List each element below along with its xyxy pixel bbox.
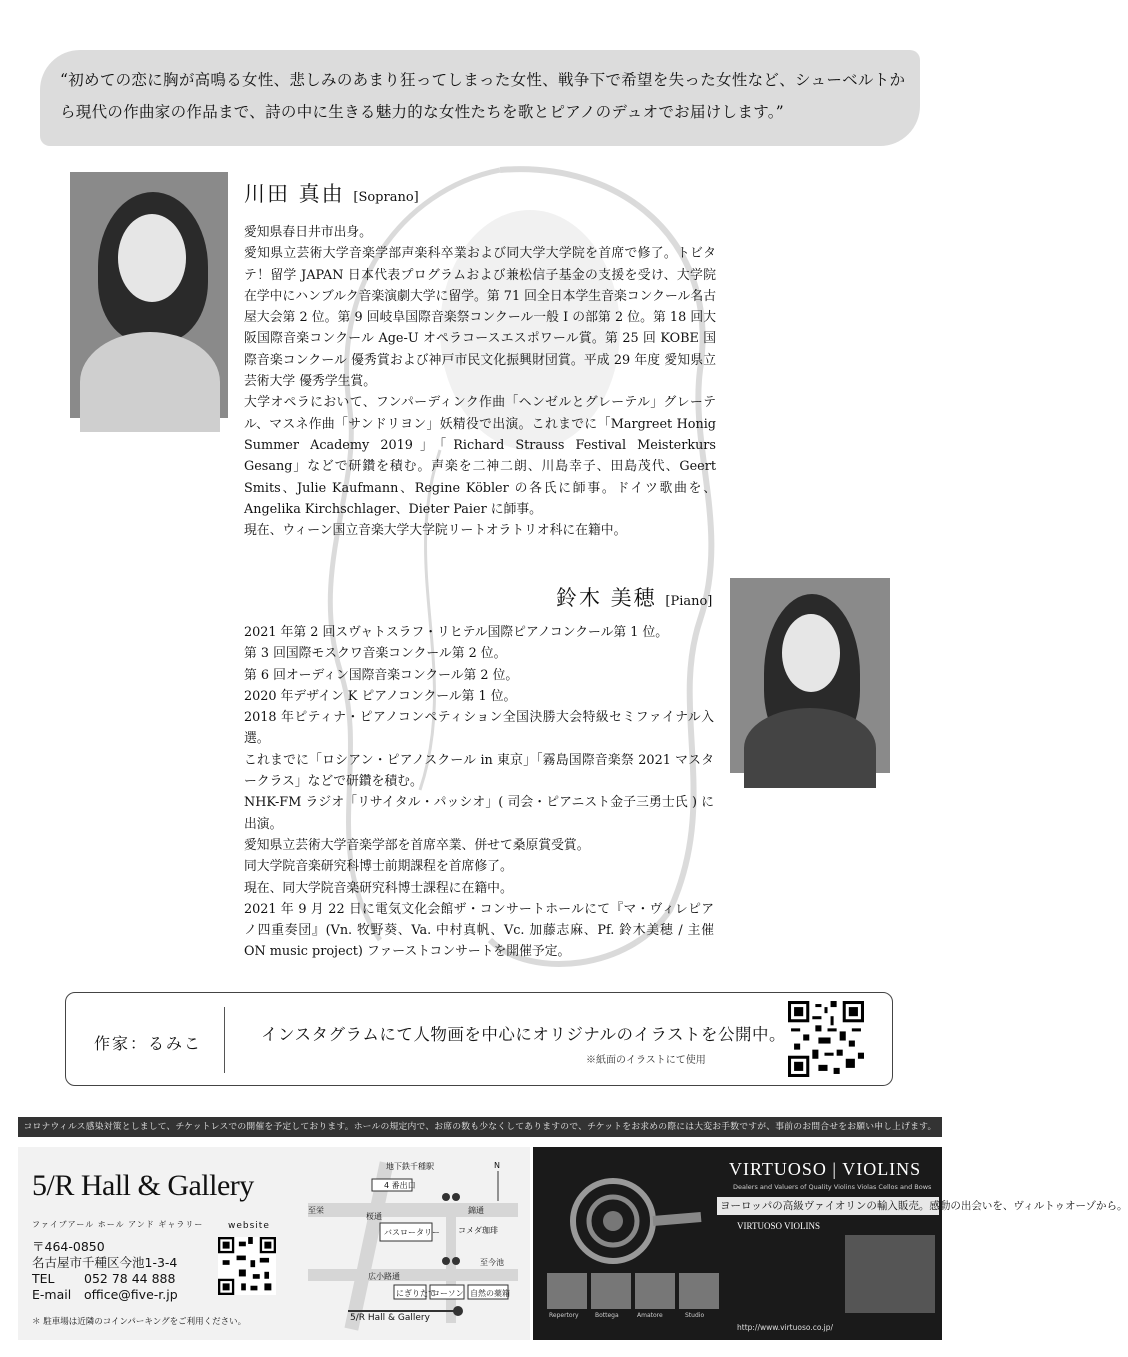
email-label: E-mail	[32, 1287, 72, 1302]
artist-name: 作家：るみこ	[94, 1034, 203, 1053]
instagram-qr-code[interactable]	[788, 1001, 864, 1077]
map-hirokoji: 広小路通	[368, 1272, 400, 1281]
map-sakae: 至栄	[308, 1206, 324, 1215]
map-nishiki: 錦通	[468, 1206, 484, 1215]
pianist-bio-line: 現在、同大学院音楽研究科博士課程に在籍中。	[244, 880, 513, 896]
map-sakuradori: 桜通	[366, 1212, 382, 1221]
map-station: 地下鉄千種駅	[386, 1162, 434, 1171]
pianist-name: 鈴木 美穂	[556, 586, 657, 610]
ad-photo	[679, 1273, 719, 1309]
venue-panel	[18, 1147, 530, 1340]
pianist-bio-line: 2021 年第 2 回スヴャトスラフ・リヒテル国際ピアノコンクール第 1 位。	[244, 625, 669, 640]
artist-note: ※紙面のイラストにて使用	[586, 1055, 706, 1066]
soprano-bio-line: 大学オペラにおいて、フンパーディンク作曲「ヘンゼルとグレーテル」グレーテル、マスネ作曲「サンドリヨン」妖精役で出演。これまでに「Margreet Honig Summer Academy 2019」「Richard Strauss Festival Meisterkurs Gesang」などで研鑽を積む。声楽を二神二朗、川島幸子、田島茂代、Geert Smits、Julie Kaufmann、Regine Köbler の各氏に師事。ドイツ歌曲を、Angelika Kirchschlager、Dieter Paier に師事。	[244, 395, 716, 517]
ad-caption: Amatore	[637, 1312, 663, 1319]
map-lawson: ローソン	[432, 1289, 464, 1298]
soprano-bio-line: 現在、ウィーン国立音楽大学大学院リートオラトリオ科に在籍中。	[244, 523, 627, 539]
venue-email-row	[32, 1287, 178, 1303]
pianist-bio	[244, 622, 714, 963]
pianist-bio-line: 2020 年デザイン K ピアノコンクール第 1 位。	[244, 688, 517, 704]
pianist-bio-line: 第 3 回国際モスクワ音楽コンクール第 2 位。	[244, 646, 507, 662]
venue-contact	[32, 1239, 178, 1303]
pianist-bio-line: これまでに「ロシアン・ピアノスクール in 東京」「霧島国際音楽祭 2021 マスタークラス」などで研鑽を積む。	[244, 752, 714, 790]
covid-notice: コロナウィルス感染対策としまして、チケットレスでの開催を予定しております。ホールの規定内で、お席の数も少なくしてありますので、チケットをお求めの際には大変お手数ですが、事前のお問合せをお願い申し上げます。	[18, 1117, 942, 1137]
ad-tagline: Dealers and Valuers of Quality Violins Violas Cellos and Bows	[733, 1183, 932, 1191]
parking-note: ＊ 駐車場は近隣のコインパーキングをご利用ください。	[32, 1317, 247, 1327]
pianist-bio-line: 2018 年ピティナ・ピアノコンペティション全国決勝大会特級セミファイナル入選。	[244, 710, 714, 747]
map-nigiri: にぎりたて	[396, 1289, 436, 1298]
pianist-bio-line: NHK-FM ラジオ「リサイタル・パッシオ」( 司会・ピアニスト金子三勇士氏 ) に出演。	[244, 795, 714, 832]
venue-tel-row	[32, 1271, 178, 1287]
ad-caption: Repertory	[549, 1312, 579, 1319]
soprano-bio-line: 愛知県春日井市出身。	[244, 225, 372, 240]
map-komeda: コメダ珈琲	[458, 1226, 498, 1235]
venue-logo: 5/R Hall & Gallery	[32, 1169, 254, 1202]
pianist-role: [Piano]	[665, 594, 713, 609]
access-map	[308, 1161, 518, 1331]
pianist-bio-line: 同大学院音楽研究科博士前期課程を首席修了。	[244, 859, 513, 875]
map-imaike: 至今池	[480, 1258, 504, 1267]
pianist-bio-line: 2021 年 9 月 22 日に電気文化会館ザ・コンサートホールにて『マ・ヴィレピアノ四重奏団』(Vn. 牧野葵、Va. 中村真帆、Vc. 加藤志麻、Pf. 鈴木美穂 / 主催 ON music project) ファーストコンサートを開催予定。	[244, 901, 714, 960]
venue-tel[interactable]: 052 78 44 888	[84, 1271, 176, 1286]
artist-credit-box	[65, 992, 893, 1086]
venue-kana: ファイブアール ホール アンド ギャラリー	[32, 1220, 204, 1229]
soprano-bio	[244, 222, 716, 541]
ad-caption: Bottega	[595, 1312, 619, 1319]
website-label: website	[228, 1221, 270, 1231]
pianist-photo	[730, 578, 890, 773]
pianist-name-block	[556, 582, 712, 612]
map-north: N	[494, 1161, 500, 1170]
ad-photo	[547, 1273, 587, 1309]
pianist-bio-line: 第 6 回オーディン国際音楽コンクール第 2 位。	[244, 667, 519, 683]
map-venue: 5/R Hall & Gallery	[350, 1313, 430, 1323]
ad-caption: Studio	[685, 1312, 705, 1319]
map-rotary: バスロータリー	[384, 1228, 440, 1237]
violin-ad[interactable]	[533, 1147, 1128, 1340]
soprano-photo	[70, 172, 228, 418]
pianist-bio-line: 愛知県立芸術大学音楽学部を首席卒業、併せて桑原賞受賞。	[244, 837, 590, 853]
map-shizen: 自然の薬箱	[470, 1289, 510, 1298]
soprano-bio-line: 愛知県立芸術大学音楽学部声楽科卒業および同大学大学院を首席で修了。トビタテ！留学 JAPAN 日本代表プログラムおよび兼松信子基金の支援を受け、大学院在学中にハンブルク音楽演劇大学に留学。第 71 回全日本学生音楽コンクール名古屋大会第 2 位。第 9 回岐阜国際音楽祭コンクール一般 I の部第 2 位。第 18 回大阪国際音楽コンクール Age-U オペラコースエスポワール賞。第 25 回 KOBE 国際音楽コンクール 優秀賞および神戸市民文化振興財団賞。平成 29 年度 愛知県立芸術大学 優秀学生賞。	[244, 246, 716, 390]
tel-label: TEL	[32, 1271, 55, 1286]
ad-photo	[591, 1273, 631, 1309]
divider	[224, 1007, 225, 1073]
website-qr-code[interactable]	[218, 1237, 276, 1295]
ad-shop-name: VIRTUOSO VIOLINS	[737, 1221, 821, 1231]
ad-url[interactable]: http://www.virtuoso.co.jp/	[737, 1323, 834, 1332]
storefront-photo	[845, 1235, 935, 1313]
ad-logo: VIRTUOSO | VIOLINS	[729, 1159, 922, 1179]
venue-postal: 〒464-0850	[32, 1239, 105, 1254]
soprano-name: 川田 真由	[244, 182, 345, 206]
ad-photo	[635, 1273, 675, 1309]
venue-address: 名古屋市千種区今池1-3-4	[32, 1255, 178, 1270]
map-exit: 4 番出口	[384, 1181, 416, 1190]
ad-headline: ヨーロッパの高級ヴァイオリンの輸入販売。感動の出会いを、ヴィルトゥオーゾから。	[717, 1197, 939, 1215]
intro-quote: “初めての恋に胸が高鳴る女性、悲しみのあまり狂ってしまった女性、戦争下で希望を失った女性など、シューベルトから現代の作曲家の作品まで、詩の中に生きる魅力的な女性たちを歌とピアノのデュオでお届けします。”	[60, 71, 906, 121]
violin-scroll-icon	[543, 1161, 703, 1271]
venue-email[interactable]: office@five-r.jp	[84, 1287, 178, 1302]
soprano-name-block	[244, 178, 419, 208]
soprano-role: [Soprano]	[353, 190, 419, 205]
artist-message: インスタグラムにて人物画を中心にオリジナルのイラストを公開中。	[261, 1025, 787, 1044]
